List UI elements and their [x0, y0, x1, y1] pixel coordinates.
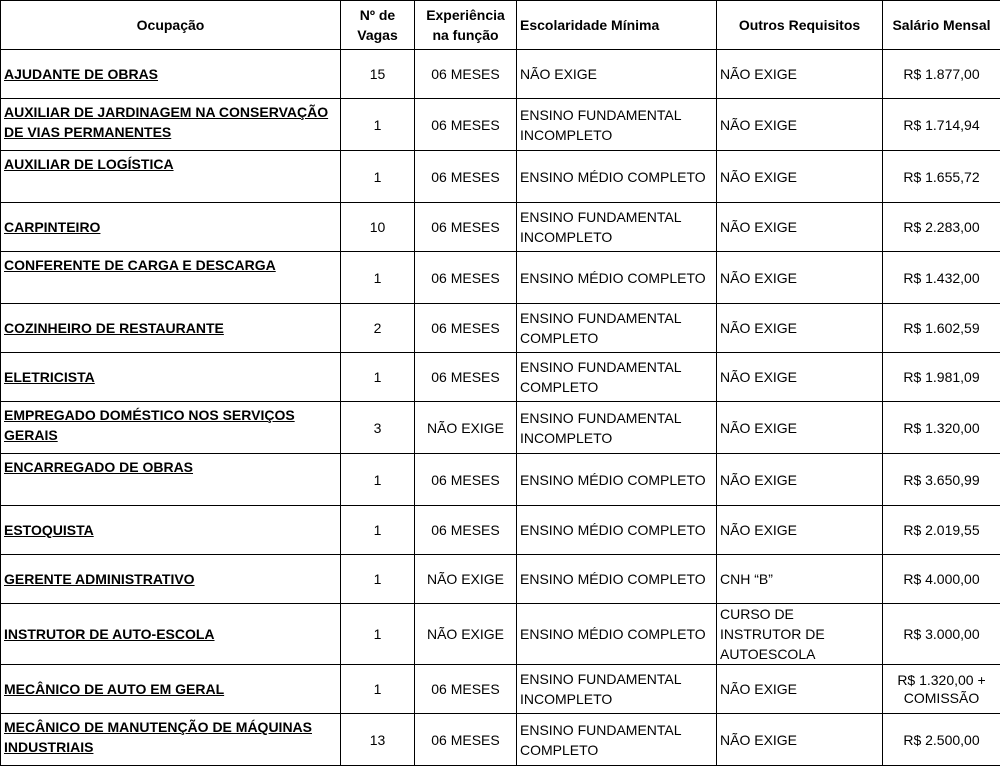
table-row	[1, 99, 1000, 151]
header-ocupacao: Ocupação	[1, 1, 341, 50]
salario-cell: R$ 1.877,00	[883, 50, 1000, 99]
ocupacao-cell[interactable]: ESTOQUISTA	[1, 506, 341, 555]
salario-cell: R$ 1.981,09	[883, 353, 1000, 402]
outros-requisitos-cell: NÃO EXIGE	[717, 151, 883, 203]
vagas-cell: 3	[341, 402, 415, 454]
experiencia-cell: 06 MESES	[415, 665, 517, 714]
header-outros: Outros Requisitos	[717, 1, 883, 50]
salario-cell: R$ 2.019,55	[883, 506, 1000, 555]
table-row	[1, 506, 1000, 555]
salario-cell: R$ 1.655,72	[883, 151, 1000, 203]
salario-cell: R$ 2.500,00	[883, 714, 1000, 766]
experiencia-cell: 06 MESES	[415, 151, 517, 203]
experiencia-cell: 06 MESES	[415, 252, 517, 304]
ocupacao-cell[interactable]: ELETRICISTA	[1, 353, 341, 402]
ocupacao-cell[interactable]: CONFERENTE DE CARGA E DESCARGA	[1, 252, 341, 304]
ocupacao-cell[interactable]: EMPREGADO DOMÉSTICO NOS SERVIÇOS GERAIS	[1, 402, 341, 454]
escolaridade-cell: NÃO EXIGE	[517, 50, 717, 99]
header-salario: Salário Mensal	[883, 1, 1000, 50]
ocupacao-cell[interactable]: AJUDANTE DE OBRAS	[1, 50, 341, 99]
salario-cell: R$ 2.283,00	[883, 203, 1000, 252]
outros-requisitos-cell: NÃO EXIGE	[717, 665, 883, 714]
salario-cell: R$ 3.000,00	[883, 604, 1000, 665]
outros-requisitos-cell: NÃO EXIGE	[717, 203, 883, 252]
outros-requisitos-cell: NÃO EXIGE	[717, 506, 883, 555]
salario-cell: R$ 1.320,00	[883, 402, 1000, 454]
outros-requisitos-cell: NÃO EXIGE	[717, 99, 883, 151]
outros-requisitos-cell: NÃO EXIGE	[717, 304, 883, 353]
ocupacao-cell[interactable]: CARPINTEIRO	[1, 203, 341, 252]
header-vagas-line2: Vagas	[357, 27, 397, 43]
ocupacao-cell[interactable]: AUXILIAR DE JARDINAGEM NA CONSERVAÇÃO DE VIAS PERMANENTES	[1, 99, 341, 151]
escolaridade-cell: ENSINO FUNDAMENTAL INCOMPLETO	[517, 203, 717, 252]
salario-cell: R$ 1.320,00 + COMISSÃO	[883, 665, 1000, 714]
escolaridade-cell: ENSINO MÉDIO COMPLETO	[517, 454, 717, 506]
header-experiencia-line2: na função	[432, 27, 498, 43]
outros-requisitos-cell: CURSO DE INSTRUTOR DE AUTOESCOLA	[717, 604, 883, 665]
header-experiencia	[415, 1, 517, 50]
escolaridade-cell: ENSINO MÉDIO COMPLETO	[517, 604, 717, 665]
escolaridade-cell: ENSINO FUNDAMENTAL INCOMPLETO	[517, 99, 717, 151]
outros-requisitos-cell: NÃO EXIGE	[717, 714, 883, 766]
experiencia-cell: 06 MESES	[415, 506, 517, 555]
experiencia-cell: 06 MESES	[415, 454, 517, 506]
table-row	[1, 353, 1000, 402]
outros-requisitos-cell: NÃO EXIGE	[717, 402, 883, 454]
experiencia-cell: 06 MESES	[415, 50, 517, 99]
vagas-cell: 1	[341, 252, 415, 304]
ocupacao-cell[interactable]: MECÂNICO DE MANUTENÇÃO DE MÁQUINAS INDUSTRIAIS	[1, 714, 341, 766]
vagas-cell: 1	[341, 151, 415, 203]
vagas-cell: 1	[341, 454, 415, 506]
escolaridade-cell: ENSINO FUNDAMENTAL COMPLETO	[517, 304, 717, 353]
table-row	[1, 151, 1000, 203]
vagas-cell: 1	[341, 99, 415, 151]
escolaridade-cell: ENSINO FUNDAMENTAL INCOMPLETO	[517, 402, 717, 454]
salario-cell: R$ 3.650,99	[883, 454, 1000, 506]
escolaridade-cell: ENSINO MÉDIO COMPLETO	[517, 252, 717, 304]
vagas-cell: 13	[341, 714, 415, 766]
ocupacao-cell[interactable]: MECÂNICO DE AUTO EM GERAL	[1, 665, 341, 714]
experiencia-cell: 06 MESES	[415, 304, 517, 353]
vagas-cell: 1	[341, 353, 415, 402]
table-row	[1, 252, 1000, 304]
table-row	[1, 304, 1000, 353]
header-vagas-line1: Nº de	[360, 7, 395, 23]
header-vagas	[341, 1, 415, 50]
header-experiencia-line1: Experiência	[426, 7, 505, 23]
experiencia-cell: 06 MESES	[415, 99, 517, 151]
table-row	[1, 203, 1000, 252]
table-row	[1, 50, 1000, 99]
vagas-cell: 15	[341, 50, 415, 99]
table-row	[1, 555, 1000, 604]
salario-cell: R$ 1.432,00	[883, 252, 1000, 304]
experiencia-cell: NÃO EXIGE	[415, 604, 517, 665]
vagas-cell: 1	[341, 555, 415, 604]
table-row	[1, 454, 1000, 506]
table-row	[1, 604, 1000, 665]
ocupacao-cell[interactable]: INSTRUTOR DE AUTO-ESCOLA	[1, 604, 341, 665]
outros-requisitos-cell: NÃO EXIGE	[717, 353, 883, 402]
escolaridade-cell: ENSINO MÉDIO COMPLETO	[517, 151, 717, 203]
escolaridade-cell: ENSINO FUNDAMENTAL COMPLETO	[517, 714, 717, 766]
table-row	[1, 665, 1000, 714]
ocupacao-cell[interactable]: GERENTE ADMINISTRATIVO	[1, 555, 341, 604]
salario-cell: R$ 1.602,59	[883, 304, 1000, 353]
table-row	[1, 402, 1000, 454]
ocupacao-cell[interactable]: COZINHEIRO DE RESTAURANTE	[1, 304, 341, 353]
salario-cell: R$ 1.714,94	[883, 99, 1000, 151]
escolaridade-cell: ENSINO FUNDAMENTAL COMPLETO	[517, 353, 717, 402]
vagas-cell: 10	[341, 203, 415, 252]
experiencia-cell: 06 MESES	[415, 714, 517, 766]
vagas-cell: 1	[341, 665, 415, 714]
vagas-cell: 2	[341, 304, 415, 353]
experiencia-cell: NÃO EXIGE	[415, 402, 517, 454]
vagas-cell: 1	[341, 604, 415, 665]
escolaridade-cell: ENSINO MÉDIO COMPLETO	[517, 506, 717, 555]
ocupacao-cell[interactable]: AUXILIAR DE LOGÍSTICA	[1, 151, 341, 203]
ocupacao-cell[interactable]: ENCARREGADO DE OBRAS	[1, 454, 341, 506]
salario-cell: R$ 4.000,00	[883, 555, 1000, 604]
header-escolaridade: Escolaridade Mínima	[517, 1, 717, 50]
outros-requisitos-cell: NÃO EXIGE	[717, 50, 883, 99]
outros-requisitos-cell: CNH “B”	[717, 555, 883, 604]
experiencia-cell: NÃO EXIGE	[415, 555, 517, 604]
escolaridade-cell: ENSINO MÉDIO COMPLETO	[517, 555, 717, 604]
experiencia-cell: 06 MESES	[415, 353, 517, 402]
table-row	[1, 714, 1000, 766]
outros-requisitos-cell: NÃO EXIGE	[717, 252, 883, 304]
escolaridade-cell: ENSINO FUNDAMENTAL INCOMPLETO	[517, 665, 717, 714]
experiencia-cell: 06 MESES	[415, 203, 517, 252]
outros-requisitos-cell: NÃO EXIGE	[717, 454, 883, 506]
header-row	[1, 1, 1000, 50]
vagas-cell: 1	[341, 506, 415, 555]
